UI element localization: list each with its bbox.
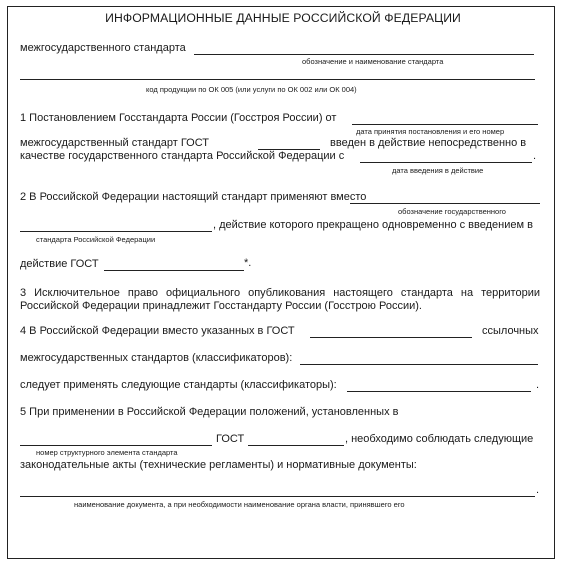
structural-element-caption: номер структурного элемента стандарта [36, 448, 178, 457]
item2-line1: 2 В Российской Федерации настоящий стандарт применяют вместо [20, 191, 367, 203]
item1-line3: качестве государственного стандарта Российской Федерации с [20, 150, 345, 162]
designation-caption: обозначение и наименование стандарта [302, 57, 444, 66]
page-title: ИНФОРМАЦИОННЫЕ ДАННЫЕ РОССИЙСКОЙ ФЕДЕРАЦИИ [105, 11, 461, 25]
replaced-standard-field[interactable] [350, 191, 540, 204]
item5-line3: законодательные акты (технические регламенты) и нормативные документы: [20, 459, 417, 471]
document-caption: наименование документа, а при необходимости наименование органа власти, принявшего его [74, 500, 405, 509]
item1-line2-a: межгосударственный стандарт ГОСТ [20, 137, 210, 149]
item4-line1-b: ссылочных [482, 325, 539, 337]
item3-line2: Российской Федерации принадлежит Госстандарту России (Госстрою России). [20, 300, 422, 312]
standard-designation-field[interactable] [194, 42, 534, 55]
item2-line2: , действие которого прекращено одновременно с введением в [213, 219, 533, 231]
item4-gost-field[interactable] [310, 325, 472, 338]
gost-number-field[interactable] [258, 137, 320, 150]
item4-line2: межгосударственных стандартов (классификаторов): [20, 352, 293, 364]
item4-line1-a: 4 В Российской Федерации вместо указанных в ГОСТ [20, 325, 295, 337]
replaced-designation-caption: обозначение государственного [398, 207, 506, 216]
item4-line3: следует применять следующие стандарты (классификаторы): [20, 379, 337, 391]
item5-period: . [536, 484, 540, 496]
product-code-field[interactable] [20, 67, 535, 80]
item5-gost-field[interactable] [248, 433, 344, 446]
state-standard-caption: стандарта Российской Федерации [36, 235, 156, 244]
item1-period: . [533, 150, 537, 162]
item1-line2-b: введен в действие непосредственно в [330, 137, 527, 149]
item2-line3: действие ГОСТ [20, 258, 99, 270]
standard-label: межгосударственного стандарта [20, 42, 186, 54]
item1-line1: 1 Постановлением Госстандарта России (Госстроя России) от [20, 112, 337, 124]
applicable-standards-field[interactable] [347, 379, 531, 392]
decree-date-field[interactable] [352, 112, 538, 125]
effective-date-field[interactable] [360, 150, 532, 163]
item5-line2-tail: , необходимо соблюдать следующие [345, 433, 534, 445]
structural-element-field[interactable] [20, 433, 212, 446]
terminated-gost-field[interactable] [104, 258, 244, 271]
effective-date-caption: дата введения в действие [392, 166, 484, 175]
item4-period: . [536, 379, 540, 391]
replaced-standard-field-2[interactable] [20, 219, 212, 232]
item3-line1: 3 Исключительное право официального опубликования настоящего стандарта на территории [20, 287, 540, 299]
footnote-mark: *. [244, 257, 252, 269]
referenced-standards-field[interactable] [300, 352, 538, 365]
decree-date-caption: дата принятия постановления и его номер [356, 127, 505, 136]
item5-line1: 5 При применении в Российской Федерации положений, установленных в [20, 406, 399, 418]
product-code-caption: код продукции по ОК 005 (или услуги по ОК 002 или ОК 004) [146, 85, 357, 94]
item5-gost-label: ГОСТ [216, 433, 245, 445]
legal-acts-field[interactable] [20, 484, 535, 497]
